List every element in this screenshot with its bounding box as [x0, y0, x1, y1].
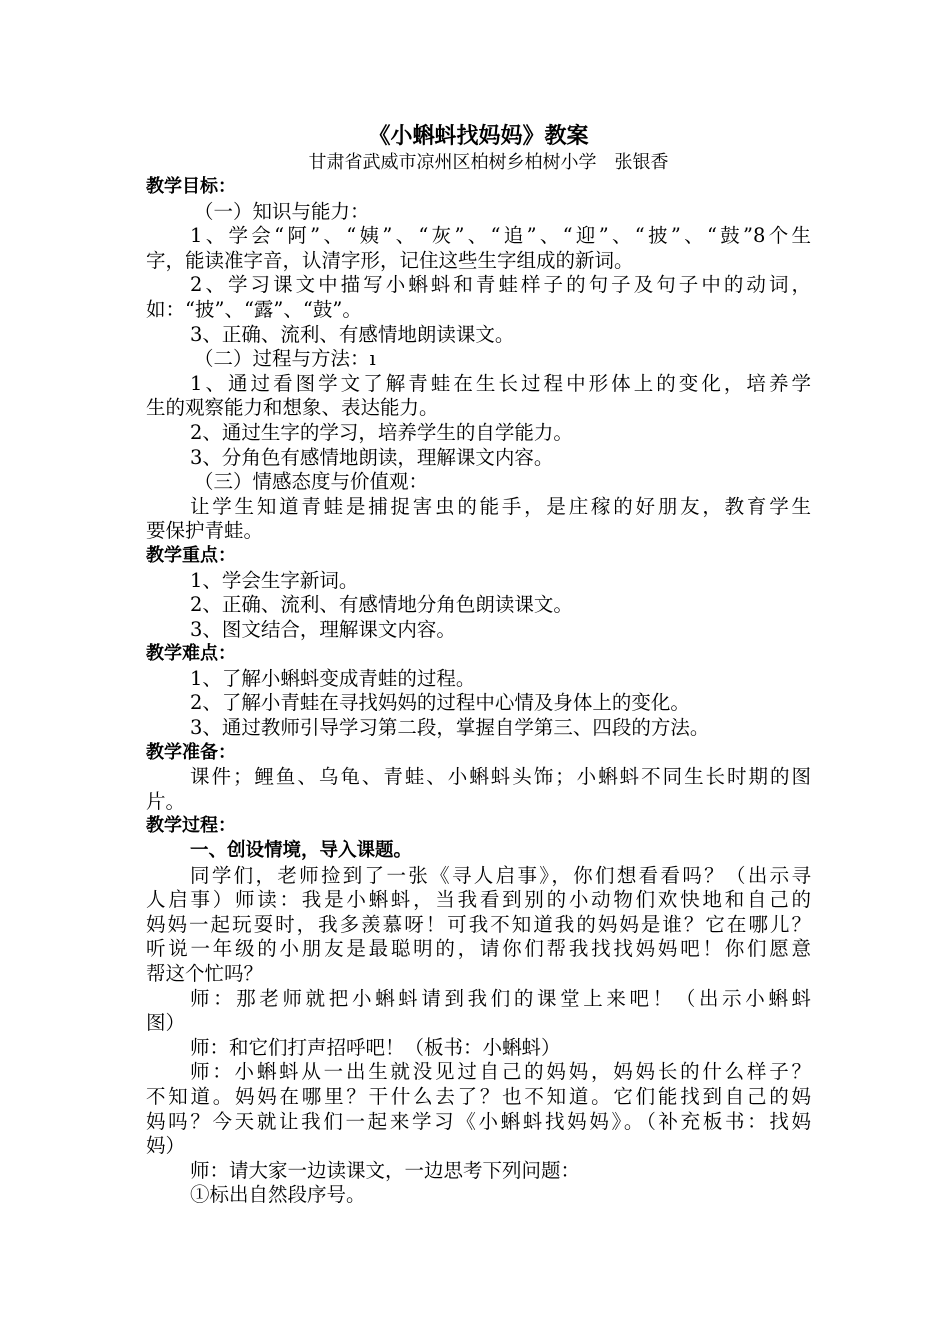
text-line: 课件；鲤鱼、乌龟、青蛙、小蝌蚪头饰；小蝌蚪不同生长时期的图 [190, 765, 811, 789]
text-line: 妈妈一起玩耍时，我多羡慕呀！可我不知道我的妈妈是谁？它在哪儿？ [146, 912, 811, 936]
text-line: 2、学习课文中描写小蝌蚪和青蛙样子的句子及句子中的动词， [190, 273, 811, 297]
section-heading: 教学难点： [146, 643, 236, 665]
text-line: 生的观察能力和想象、表达能力。 [146, 396, 439, 420]
text-line: 3、分角色有感情地朗读，理解课文内容。 [190, 445, 554, 469]
text-line: （三）情感态度与价值观： [194, 470, 429, 494]
text-line: （二）过程与方法：ı [194, 347, 376, 371]
section-heading: 教学重点： [146, 544, 236, 566]
text-line: 听说一年级的小朋友是最聪明的，请你们帮我找找妈妈吧！你们愿意 [146, 937, 811, 961]
text-line: 一、创设情境，导入课题。 [190, 840, 413, 862]
text-line: 如：“披”、“露”、“鼓”。 [146, 297, 362, 321]
text-line: 不知道。妈妈在哪里？干什么去了？也不知道。它们能找到自己的妈 [146, 1084, 811, 1108]
text-line: 1、了解小蝌蚪变成青蛙的过程。 [190, 666, 476, 690]
section-heading: 教学准备： [146, 741, 236, 763]
text-line: 3、图文结合，理解课文内容。 [190, 617, 456, 641]
text-line: 2、了解小青蛙在寻找妈妈的过程中心情及身体上的变化。 [190, 691, 690, 715]
text-line: 2、通过生字的学习，培养学生的自学能力。 [190, 420, 573, 444]
text-line: 1、通过看图学文了解青蛙在生长过程中形体上的变化，培养学 [190, 371, 811, 395]
text-line: 师：和它们打声招呼吧！（板书：小蝌蚪） [190, 1035, 561, 1059]
text-line: 图） [146, 1011, 186, 1035]
document-content [146, 121, 811, 1208]
text-line: 帮这个忙吗？ [146, 962, 264, 985]
text-line: 妈吗？今天就让我们一起来学习《小蝌蚪找妈妈》。（补充板书：找妈 [146, 1109, 811, 1133]
document-title: 《小蝌蚪找妈妈》教案 [368, 123, 589, 149]
document-author: 甘肃省武威市凉州区柏树乡柏树小学 张银香 [308, 152, 669, 173]
text-line: 要保护青蛙。 [146, 519, 264, 543]
text-line: 师：那老师就把小蝌蚪请到我们的课堂上来吧！（出示小蝌蚪 [190, 986, 811, 1010]
section-heading: 教学目标： [146, 176, 236, 197]
text-line: （一）知识与能力： [194, 199, 370, 223]
text-line: 字，能读准字音，认清字形，记住这些生字组成的新词。 [146, 248, 634, 272]
text-line: 师：小蝌蚪从一出生就没见过自己的妈妈，妈妈长的什么样子？ [190, 1060, 811, 1084]
text-line: 1、学会“阿”、“姨”、“灰”、“追”、“迎”、“披”、“鼓”8个生 [190, 224, 811, 248]
document-body [146, 175, 811, 1208]
text-line: 2、正确、流利、有感情地分角色朗读课文。 [190, 593, 573, 617]
text-line: 3、通过教师引导学习第二段，掌握自学第三、四段的方法。 [190, 716, 710, 740]
section-heading: 教学过程： [146, 815, 236, 837]
text-line: 1、学会生字新词。 [190, 568, 359, 592]
text-line: 3、正确、流利、有感情地朗读课文。 [190, 322, 515, 346]
text-line: 妈） [146, 1134, 186, 1158]
text-line: 师：请大家一边读课文，一边思考下列问题： [190, 1158, 581, 1182]
text-line: 让学生知道青蛙是捕捉害虫的能手，是庄稼的好朋友，教育学生 [190, 494, 811, 518]
text-line: 同学们，老师捡到了一张《寻人启事》，你们想看看吗？（出示寻 [190, 863, 811, 887]
text-line: ①标出自然段序号。 [190, 1183, 366, 1207]
text-line: 片。 [146, 789, 186, 813]
text-line: 人启事）师读：我是小蝌蚪，当我看到别的小动物们欢快地和自己的 [146, 888, 811, 912]
